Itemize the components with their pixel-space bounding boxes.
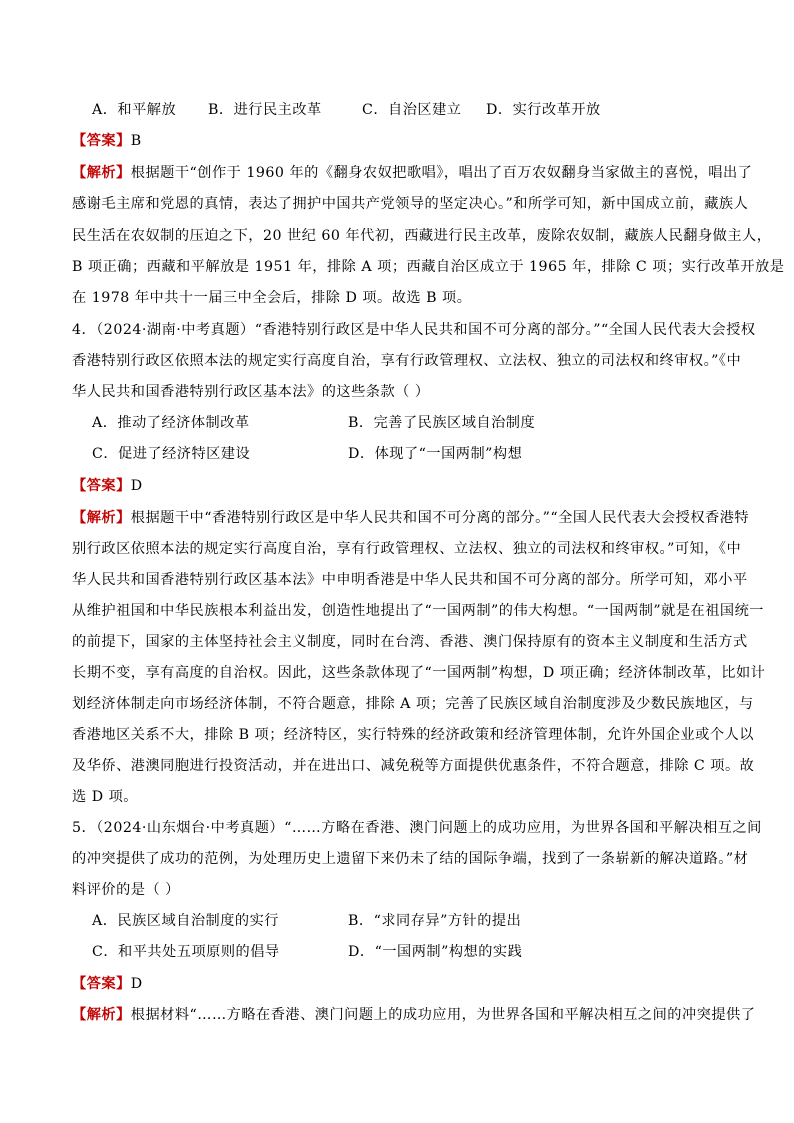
q4-analysis-line-1 xyxy=(72,508,749,528)
q3-analysis-line-5: 在 1978 年中共十一届三中全会后，排除 D 项。故选 B 项。 xyxy=(72,290,472,306)
answer-tag: 【答案】 xyxy=(72,133,131,149)
q4-analysis-line-10: 选 D 项。 xyxy=(72,789,138,805)
q4-analysis-line-8: 香港地区关系不大，排除 B 项；经济特区，实行特殊的经济政策和经济管理体制，允许外国企业或个人以 xyxy=(72,727,754,743)
answer-value: B xyxy=(130,133,142,149)
q4-option-d: D．体现了“一国两制”构想 xyxy=(348,446,523,462)
q3-option-c: C．自治区建立 xyxy=(362,102,462,118)
q5-stem-line-3: 料评价的是（ ） xyxy=(72,882,180,898)
q3-answer xyxy=(72,131,142,151)
answer-value: D xyxy=(130,976,143,992)
q5-answer xyxy=(72,974,143,994)
q3-option-a: A．和平解放 xyxy=(92,102,177,118)
q4-stem-line-3: 华人民共和国香港特别行政区基本法》的这些条款（ ） xyxy=(72,384,430,400)
answer-tag: 【答案】 xyxy=(72,976,131,992)
answer-tag: 【答案】 xyxy=(72,478,131,494)
q5-option-d: D．“一国两制”构想的实践 xyxy=(348,944,523,960)
answer-value: D xyxy=(130,478,143,494)
analysis-tag: 【解析】 xyxy=(72,510,131,526)
q4-analysis-line-5: 的前提下，国家的主体坚持社会主义制度，同时在台湾、香港、澳门保持原有的资本主义制度和生活方式 xyxy=(72,634,748,650)
analysis-text: 根据题干“创作于 1960 年的《翻身农奴把歌唱》，唱出了百万农奴翻身当家做主的喜悦，唱出了 xyxy=(130,165,753,181)
q4-analysis-line-7: 划经济体制走向市场经济体制，不符合题意，排除 A 项；完善了民族区域自治制度涉及少数民族地区，与 xyxy=(72,696,754,712)
q4-stem-line-2: 香港特别行政区依照本法的规定实行高度自治，享有行政管理权、立法权、独立的司法权和终审权。”《中 xyxy=(72,353,742,369)
q3-analysis-line-2: 感谢毛主席和党恩的真情，表达了拥护中国共产党领导的坚定决心。”和所学可知，新中国成立前，藏族人 xyxy=(72,196,749,212)
analysis-tag: 【解析】 xyxy=(72,165,131,181)
q3-option-b: B．进行民主改革 xyxy=(208,102,322,118)
q4-stem-line-1: 4．（2024·湖南·中考真题）“香港特别行政区是中华人民共和国不可分离的部分。”“全国人民代表大会授权 xyxy=(72,322,756,338)
q3-analysis-line-4: B 项正确；西藏和平解放是 1951 年，排除 A 项；西藏自治区成立于 1965 年，排除 C 项；实行改革开放是 xyxy=(72,259,785,275)
q5-stem-line-2: 的冲突提供了成功的范例，为处理历史上遗留下来仍未了结的国际争端，找到了一条崭新的解决道路。”材 xyxy=(72,851,749,867)
q5-analysis-line-1 xyxy=(72,1005,755,1025)
q4-analysis-line-2: 别行政区依照本法的规定实行高度自治，享有行政管理权、立法权、独立的司法权和终审权。”可知，《中 xyxy=(72,541,742,557)
q3-analysis-line-1 xyxy=(72,163,752,183)
q3-analysis-line-3: 民生活在农奴制的压迫之下，20 世纪 60 年代初，西藏进行民主改革，废除农奴制，藏族人民翻身做主人， xyxy=(72,228,772,244)
q5-stem-line-1: 5．（2024·山东烟台·中考真题）“……方略在香港、澳门问题上的成功应用，为世界各国和平解决相互之间 xyxy=(72,820,762,836)
q3-option-d: D．实行改革开放 xyxy=(486,102,601,118)
q5-option-a: A．民族区域自治制度的实行 xyxy=(92,913,279,929)
q4-analysis-line-6: 长期不变，享有高度的自治权。因此，这些条款体现了“一国两制”构想，D 项正确；经济体制改革，比如计 xyxy=(72,665,766,681)
analysis-text: 根据题干中“香港特别行政区是中华人民共和国不可分离的部分。”“全国人民代表大会授权香港特 xyxy=(130,510,750,526)
q4-option-b: B．完善了民族区域自治制度 xyxy=(348,415,536,431)
q4-option-c: C．促进了经济特区建设 xyxy=(92,446,251,462)
q4-analysis-line-9: 及华侨、港澳同胞进行投资活动，并在进出口、减免税等方面提供优惠条件，不符合题意，排除 C 项。故 xyxy=(72,758,755,774)
analysis-text: 根据材料“……方略在香港、澳门问题上的成功应用，为世界各国和平解决相互之间的冲突提供了 xyxy=(130,1007,756,1023)
q5-option-c: C．和平共处五项原则的倡导 xyxy=(92,944,280,960)
analysis-tag: 【解析】 xyxy=(72,1007,131,1023)
q4-option-a: A．推动了经济体制改革 xyxy=(92,415,250,431)
q5-option-b: B．“求同存异”方针的提出 xyxy=(348,913,522,929)
q4-answer xyxy=(72,476,143,496)
q4-analysis-line-3: 华人民共和国香港特别行政区基本法》中申明香港是中华人民共和国不可分离的部分。所学可知，邓小平 xyxy=(72,572,748,588)
q4-analysis-line-4: 从维护祖国和中华民族根本利益出发，创造性地提出了“一国两制”的伟大构想。“一国两制”就是在祖国统一 xyxy=(72,603,764,619)
